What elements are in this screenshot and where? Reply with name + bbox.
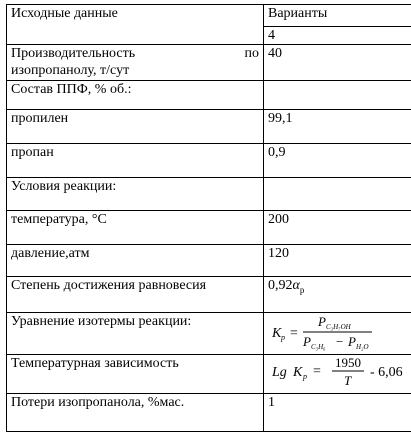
isotherm-equation-cell: [264, 313, 411, 355]
table-row: [7, 245, 411, 277]
table-row: [7, 144, 411, 178]
row-value: 120: [264, 245, 411, 277]
row-label: температура, °С: [7, 211, 264, 245]
formula-denominator: T: [344, 373, 352, 388]
row-value: 99,1: [264, 110, 411, 144]
formula-numerator: 1950: [335, 355, 361, 370]
variant-number-cell: 4: [264, 27, 411, 45]
formula-minus: −: [336, 334, 343, 349]
row-label: пропан: [7, 144, 264, 178]
formula-k-sub: р: [280, 333, 285, 342]
isotherm-equation: [272, 313, 410, 353]
row-label: давление,атм: [7, 245, 264, 277]
source-data-table: [6, 4, 411, 432]
formula-denominator-sub2: H₂O: [355, 343, 369, 351]
row-label: Температурная зависимость: [7, 355, 264, 394]
header-row: [7, 5, 411, 27]
row-label: Степень достижения равновесия: [7, 277, 264, 313]
table-row: [7, 394, 411, 432]
formula-denominator-p2: P: [347, 334, 356, 349]
formula-lg: Lg: [272, 365, 287, 380]
header-variants: Варианты: [264, 5, 411, 27]
table-row: [7, 81, 411, 110]
row-value: 0,9: [264, 144, 411, 178]
table-row: [7, 355, 411, 394]
row-value: [264, 81, 411, 110]
row-value: 200: [264, 211, 411, 245]
temperature-dependence-cell: [264, 355, 411, 394]
row-label: пропилен: [7, 110, 264, 144]
alpha-symbol: α: [293, 278, 300, 293]
formula-equals: =: [313, 364, 321, 379]
row-label: Производительность по изопропанолу, т/сут: [7, 45, 264, 81]
row-value: $0,92\alpha_р$: [264, 277, 411, 313]
formula-tail: - 6,06: [370, 365, 403, 380]
formula-numerator-p: P: [317, 314, 326, 329]
row-label: Условия реакции:: [7, 178, 264, 211]
formula-k-sub: р: [302, 372, 307, 381]
formula-k: K: [292, 365, 303, 380]
table-row: [7, 277, 411, 313]
row-label: Состав ППФ, % об.:: [7, 81, 264, 110]
formula-denominator-sub1: C₃H₆: [311, 343, 326, 351]
table-row: [7, 211, 411, 245]
formula-denominator-p1: P: [302, 334, 311, 349]
table-row: [7, 313, 411, 355]
row-value: 1: [264, 394, 411, 432]
table-row: [7, 45, 411, 81]
row-value: 40: [264, 45, 411, 81]
header-source-data: Исходные данные: [7, 5, 264, 45]
row-value: [264, 178, 411, 211]
formula-equals: =: [290, 326, 298, 341]
formula-k: K: [272, 326, 282, 341]
row-label: Уравнение изотермы реакции:: [7, 313, 264, 355]
formula-numerator-sub: C₃H₇OH: [326, 323, 352, 331]
table-row: [7, 110, 411, 144]
temperature-dependence-equation: [272, 355, 410, 391]
row-label: Потери изопропанола, %мас.: [7, 394, 264, 432]
table-row: [7, 178, 411, 211]
